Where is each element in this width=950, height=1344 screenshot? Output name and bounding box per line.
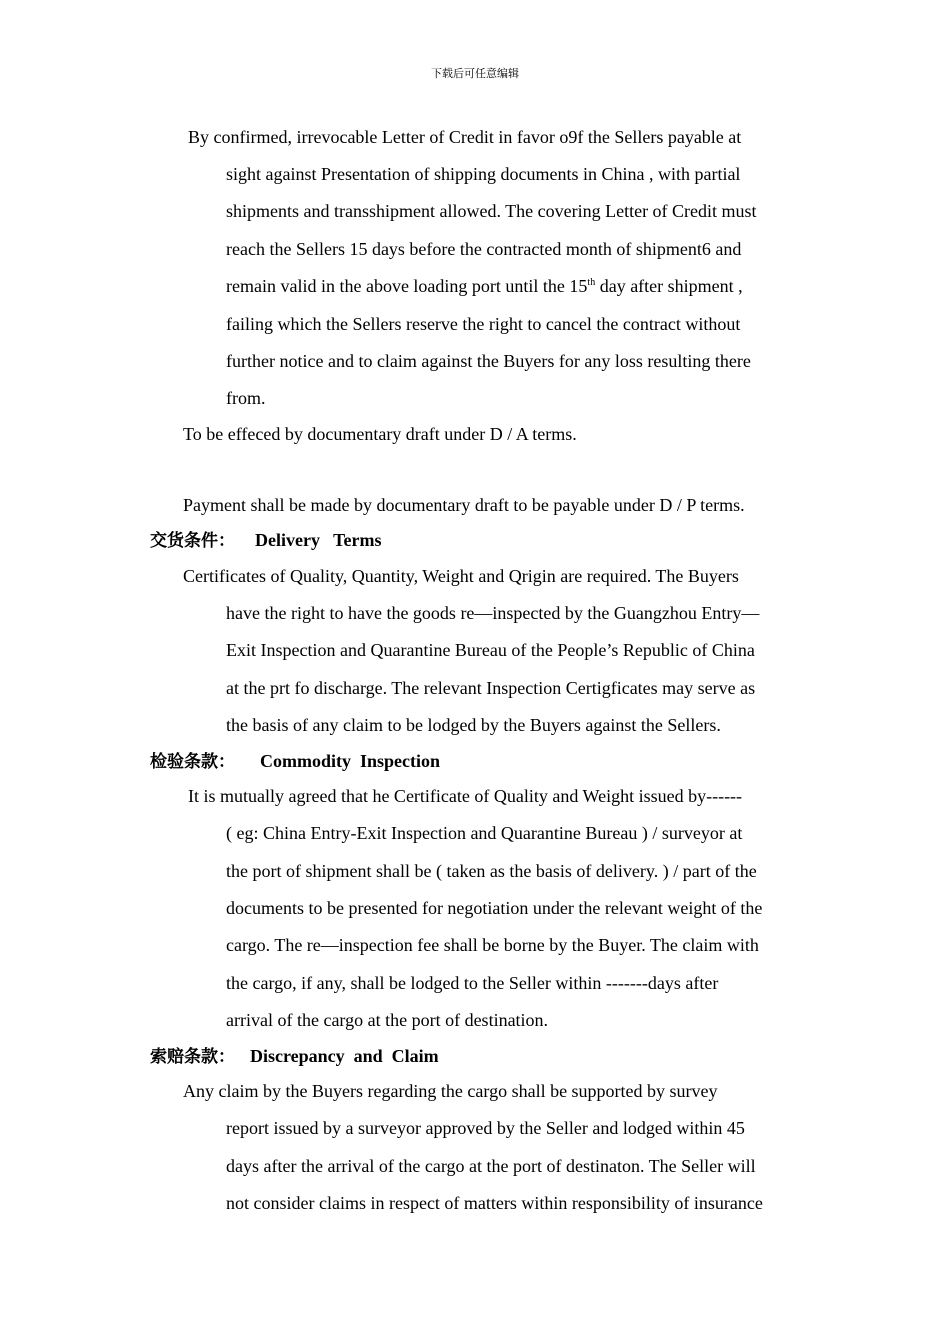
payment-line-8: from. bbox=[226, 388, 266, 408]
ordinal-suffix: th bbox=[587, 277, 596, 288]
inspection-line-3: the port of shipment shall be ( taken as the basis of delivery. ) / part of the bbox=[226, 861, 757, 881]
payment-line-2: sight against Presentation of shipping documents in China , with partial bbox=[226, 164, 741, 184]
claim-heading-cn: 索赔条款： bbox=[150, 1047, 235, 1067]
payment-da-terms: To be effeced by documentary draft under D / A terms. bbox=[183, 424, 577, 444]
payment-line-5 bbox=[226, 275, 743, 297]
inspection-line-5: cargo. The re—inspection fee shall be borne by the Buyer. The claim with bbox=[226, 935, 759, 955]
payment-line-7: further notice and to claim against the Buyers for any loss resulting there bbox=[226, 351, 751, 371]
payment-line-5-text: remain valid in the above loading port until the 15 bbox=[226, 276, 588, 296]
delivery-heading-en: Delivery Terms bbox=[255, 530, 382, 550]
claim-line-3: days after the arrival of the cargo at the port of destinaton. The Seller will bbox=[226, 1156, 756, 1176]
claim-line-2: report issued by a surveyor approved by the Seller and lodged within 45 bbox=[226, 1118, 745, 1138]
inspection-heading bbox=[150, 750, 440, 773]
payment-line-6: failing which the Sellers reserve the right to cancel the contract without bbox=[226, 314, 741, 334]
delivery-line-2: have the right to have the goods re—inspected by the Guangzhou Entry— bbox=[226, 603, 760, 623]
claim-heading-en: Discrepancy and Claim bbox=[250, 1046, 439, 1066]
claim-heading bbox=[150, 1045, 439, 1068]
payment-dp-terms: Payment shall be made by documentary draft to be payable under D / P terms. bbox=[183, 495, 745, 515]
delivery-line-3: Exit Inspection and Quarantine Bureau of the People’s Republic of China bbox=[226, 640, 755, 660]
claim-line-4: not consider claims in respect of matters within responsibility of insurance bbox=[226, 1193, 763, 1213]
page-header: 下载后可任意编辑 bbox=[431, 67, 519, 80]
delivery-heading-cn: 交货条件： bbox=[150, 531, 235, 551]
inspection-line-6: the cargo, if any, shall be lodged to the Seller within -------days after bbox=[226, 973, 719, 993]
payment-line-4: reach the Sellers 15 days before the contracted month of shipment6 and bbox=[226, 239, 742, 259]
payment-line-3: shipments and transshipment allowed. The covering Letter of Credit must bbox=[226, 201, 757, 221]
payment-line-1: By confirmed, irrevocable Letter of Credit in favor o9f the Sellers payable at bbox=[188, 127, 742, 147]
delivery-line-4: at the prt fo discharge. The relevant Inspection Certigficates may serve as bbox=[226, 678, 756, 698]
inspection-line-1: It is mutually agreed that he Certificate of Quality and Weight issued by------ bbox=[188, 786, 743, 806]
delivery-line-5: the basis of any claim to be lodged by the Buyers against the Sellers. bbox=[226, 715, 721, 735]
inspection-line-7: arrival of the cargo at the port of destination. bbox=[226, 1010, 549, 1030]
inspection-heading-en: Commodity Inspection bbox=[260, 751, 441, 771]
delivery-line-1: Certificates of Quality, Quantity, Weight and Qrigin are required. The Buyers bbox=[183, 566, 739, 586]
delivery-heading bbox=[150, 529, 381, 552]
payment-line-5-tail: day after shipment , bbox=[595, 276, 743, 296]
claim-line-1: Any claim by the Buyers regarding the cargo shall be supported by survey bbox=[183, 1081, 718, 1101]
inspection-line-4: documents to be presented for negotiation under the relevant weight of the bbox=[226, 898, 763, 918]
inspection-line-2: ( eg: China Entry-Exit Inspection and Quarantine Bureau ) / surveyor at bbox=[226, 823, 743, 843]
inspection-heading-cn: 检验条款： bbox=[150, 752, 235, 772]
